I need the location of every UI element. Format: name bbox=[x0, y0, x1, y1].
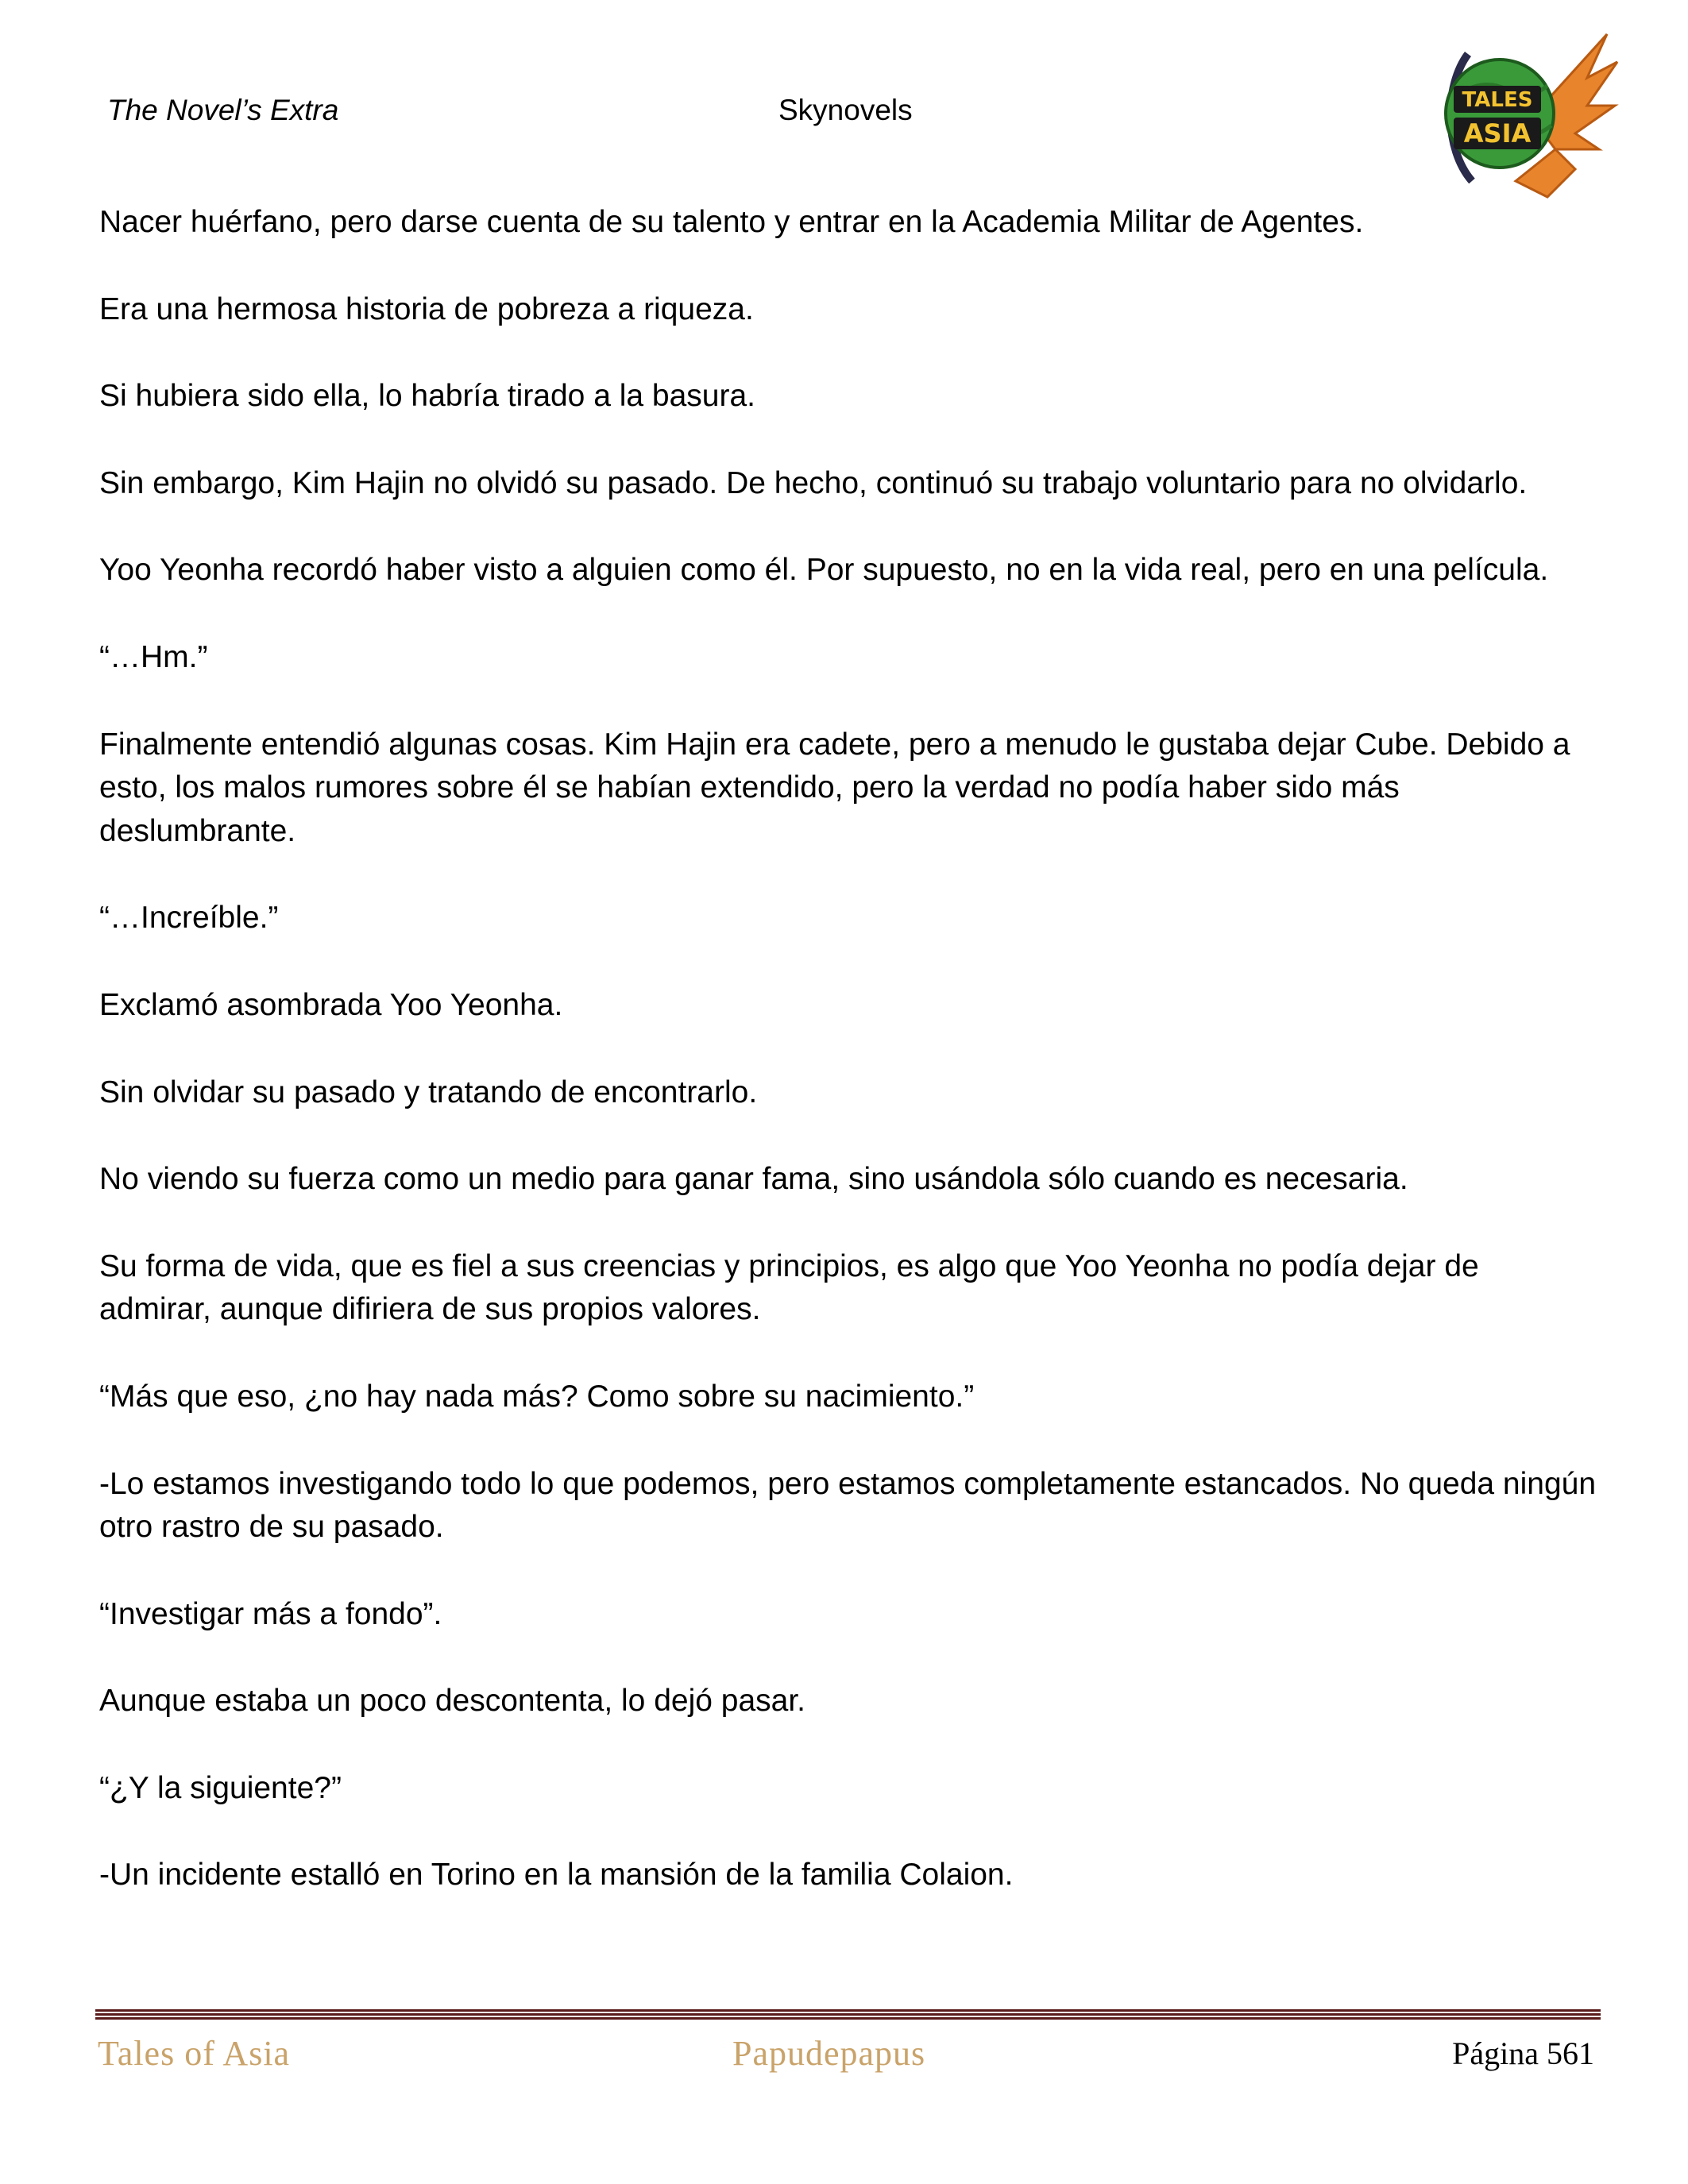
paragraph: “…Increíble.” bbox=[99, 901, 279, 936]
paragraph: “Más que eso, ¿no hay nada más? Como sobre su nacimiento.” bbox=[99, 1379, 975, 1414]
site-name: Skynovels bbox=[778, 94, 913, 126]
paragraph: Su forma de vida, que es fiel a sus creencias y principios, es algo que Yoo Yeonha no podía dejar de admirar, aunque difiriera de sus propios valores. bbox=[99, 1248, 1479, 1327]
paragraph: -Lo estamos investigando todo lo que podemos, pero estamos completamente estancados. No queda ningún otro rastro de su pasado. bbox=[99, 1466, 1597, 1545]
paragraph: Yoo Yeonha recordó haber visto a alguien como él. Por supuesto, no en la vida real, pero en una película. bbox=[99, 553, 1549, 588]
logo-text-asia: ASIA bbox=[1463, 118, 1532, 149]
paragraph: -Un incidente estalló en Torino en la mansión de la familia Colaion. bbox=[99, 1858, 1014, 1893]
logo-text-tales: TALES bbox=[1462, 88, 1533, 112]
paragraph: Sin olvidar su pasado y tratando de encontrarlo. bbox=[99, 1075, 758, 1109]
paragraph: Era una hermosa historia de pobreza a riqueza. bbox=[99, 291, 754, 326]
body-text bbox=[99, 201, 1597, 1941]
footer-publisher: Tales of Asia bbox=[98, 2034, 291, 2073]
paragraph: “Investigar más a fondo”. bbox=[99, 1596, 442, 1631]
footer-translator: Papudepapus bbox=[732, 2034, 926, 2073]
paragraph: Aunque estaba un poco descontenta, lo dejó pasar. bbox=[99, 1684, 806, 1719]
paragraph: “¿Y la siguiente?” bbox=[99, 1770, 342, 1805]
book-title: The Novel’s Extra bbox=[107, 94, 339, 126]
paragraph: No viendo su fuerza como un medio para ganar fama, sino usándola sólo cuando es necesaria. bbox=[99, 1162, 1408, 1197]
page-number: Página 561 bbox=[1452, 2035, 1594, 2071]
footer-divider bbox=[95, 2009, 1601, 2020]
paragraph: “…Hm.” bbox=[99, 639, 208, 674]
paragraph: Nacer huérfano, pero darse cuenta de su talento y entrar en la Academia Militar de Agentes. bbox=[99, 205, 1364, 239]
paragraph: Exclamó asombrada Yoo Yeonha. bbox=[99, 987, 563, 1022]
paragraph: Sin embargo, Kim Hajin no olvidó su pasado. De hecho, continuó su trabajo voluntario para no olvidarlo. bbox=[99, 465, 1528, 500]
paragraph: Si hubiera sido ella, lo habría tirado a la basura. bbox=[99, 379, 756, 414]
paragraph: Finalmente entendió algunas cosas. Kim Hajin era cadete, pero a menudo le gustaba dejar Cube. Debido a esto, los malos rumores sobre él se habían extendido, pero la verdad no podía haber sido más deslumbrante. bbox=[99, 727, 1570, 848]
tales-of-asia-logo bbox=[1436, 30, 1619, 201]
